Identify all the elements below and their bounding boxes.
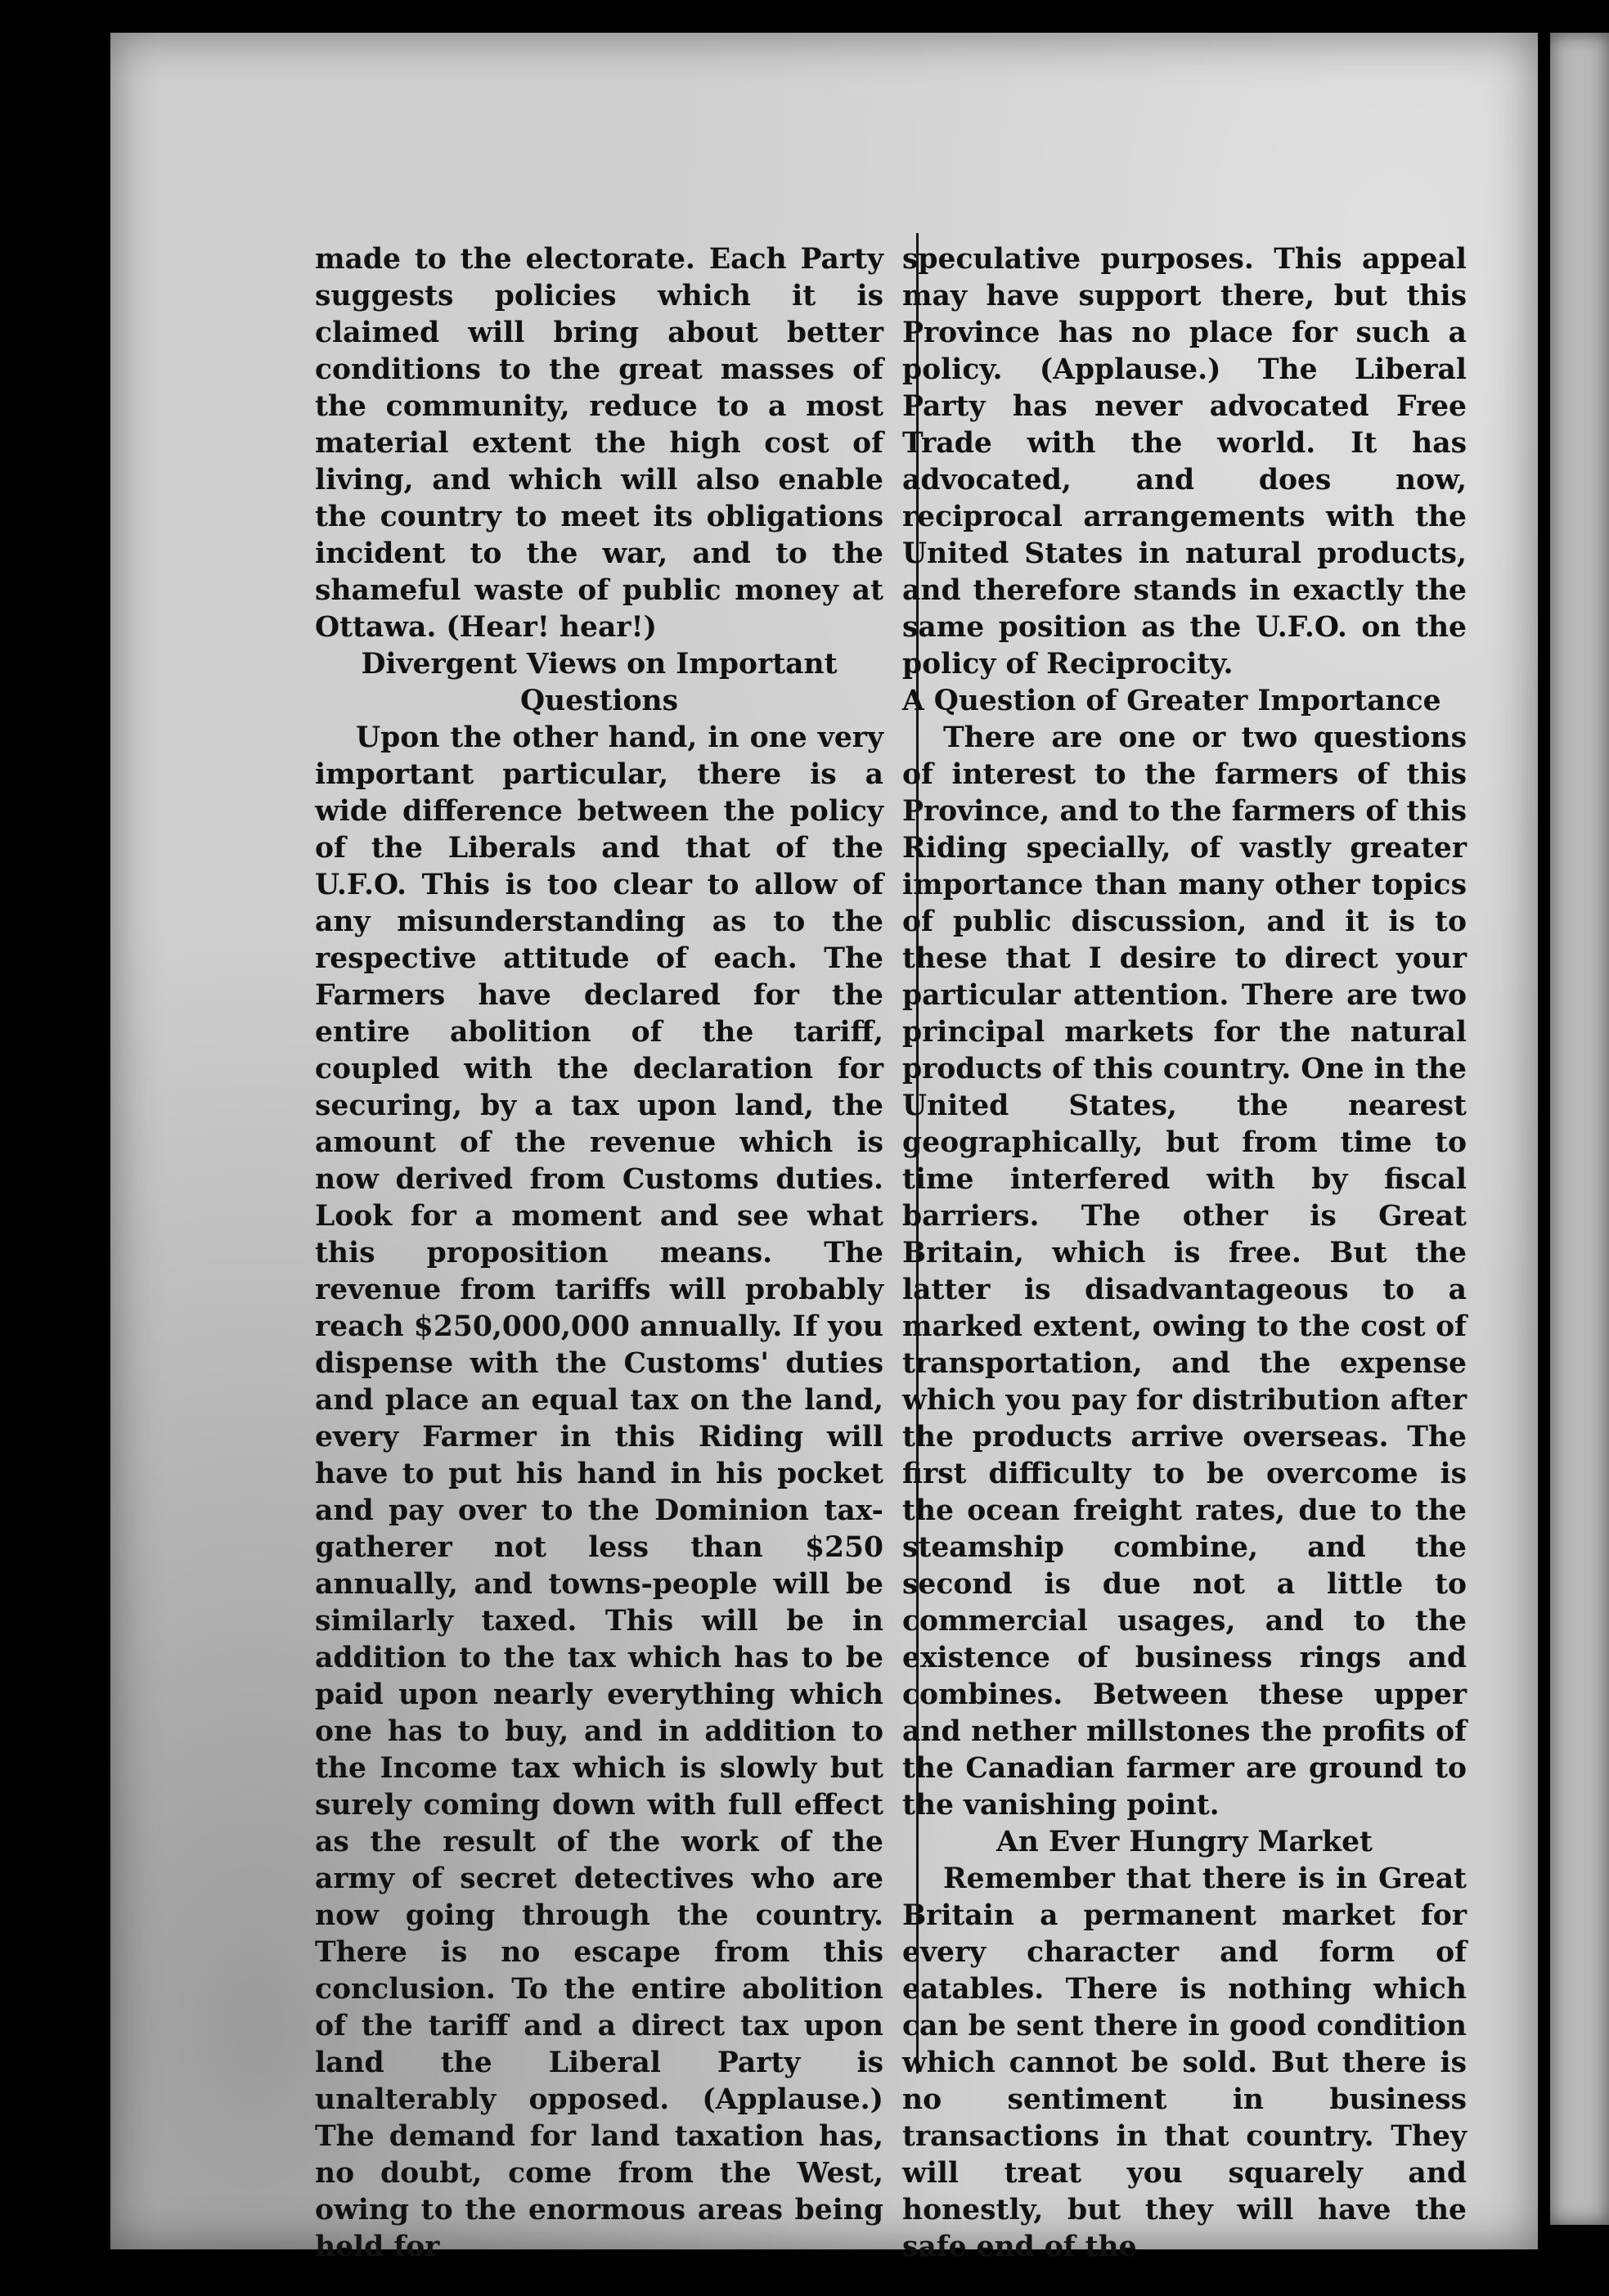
right-paragraph-1: speculative purposes. This appeal may have support there, but this Province has no place for such a policy. (Applause.) The Liberal Party has never advocated Free Trade with the world. It has advocated, and does now, reciprocal arrangements with the United States in natural products, and therefore stands in exactly the same position as the U.F.O. on the policy of Reciprocity.: [902, 243, 1467, 681]
adjacent-page-edge: [1550, 33, 1609, 2225]
left-paragraph-1: made to the electorate. Each Party suggests policies which it is claimed will bring about better conditions to the great masses of the community, reduce to a most material extent the high cost of living, and which will also enable the country to meet its obligations incident to the war, and to the shameful waste of public money at Ottawa. (Hear! hear!): [315, 243, 883, 644]
right-column: [902, 241, 1467, 2266]
right-paragraph-2: There are one or two questions of interest to the farmers of this Province, and to the farmers of this Riding specially, of vastly greater importance than many other topics of public discussion, and it is to these that I desire to direct your particular attention. There are two principal markets for the natural products of this country. One in the United States, the nearest geographically, but from time to time interfered with by fiscal barriers. The other is Great Britain, which is free. But the latter is disadvantageous to a marked extent, owing to the cost of transportation, and the expense which you pay for distribution after the products arrive overseas. The first difficulty to be overcome is the ocean freight rates, due to the steamship combine, and the second is due not a little to commercial usages, and to the existence of business rings and combines. Between these upper and nether millstones the profits of the Canadian farmer are ground to the vanishing point.: [902, 721, 1467, 1822]
left-paragraph-2: Upon the other hand, in one very important particular, there is a wide difference between the policy of the Liberals and that of the U.F.O. This is too clear to allow of any misunderstanding as to the respective attitude of each. The Farmers have declared for the entire abolition of the tariff, coupled with the declaration for securing, by a tax upon land, the amount of the revenue which is now derived from Customs duties. Look for a moment and see what this proposition means. The revenue from tariffs will probably reach $250,000,000 annually. If you dispense with the Customs' duties and place an equal tax on the land, every Farmer in this Riding will have to put his hand in his pocket and pay over to the Dominion tax-gatherer not less than $250 annually, and towns-people will be similarly taxed. This will be in addition to the tax which has to be paid upon nearly everything which one has to buy, and in addition to the Income tax which is slowly but surely coming down with full effect as the result of the work of the army of secret detectives who are now going through the country. There is no escape from this conclusion. To the entire abolition of the tariff and a direct tax upon land the Liberal Party is unalterably opposed. (Applause.) The demand for land taxation has, no doubt, come from the West, owing to the enormous areas being held for: [315, 721, 883, 2263]
left-column: [315, 241, 883, 2266]
right-paragraph-3: Remember that there is in Great Britain a permanent market for every character and form of eatables. There is nothing which can be sent there in good condition which cannot be sold. But there is no sentiment in business transactions in that country. They will treat you squarely and honestly, but they will have the safe end of the: [902, 1862, 1467, 2263]
heading-divergent-views: Divergent Views on Important Questions: [361, 648, 838, 717]
heading-greater-importance: A Question of Greater Importance: [902, 685, 1441, 717]
heading-ever-hungry-market: An Ever Hungry Market: [996, 1826, 1373, 1858]
